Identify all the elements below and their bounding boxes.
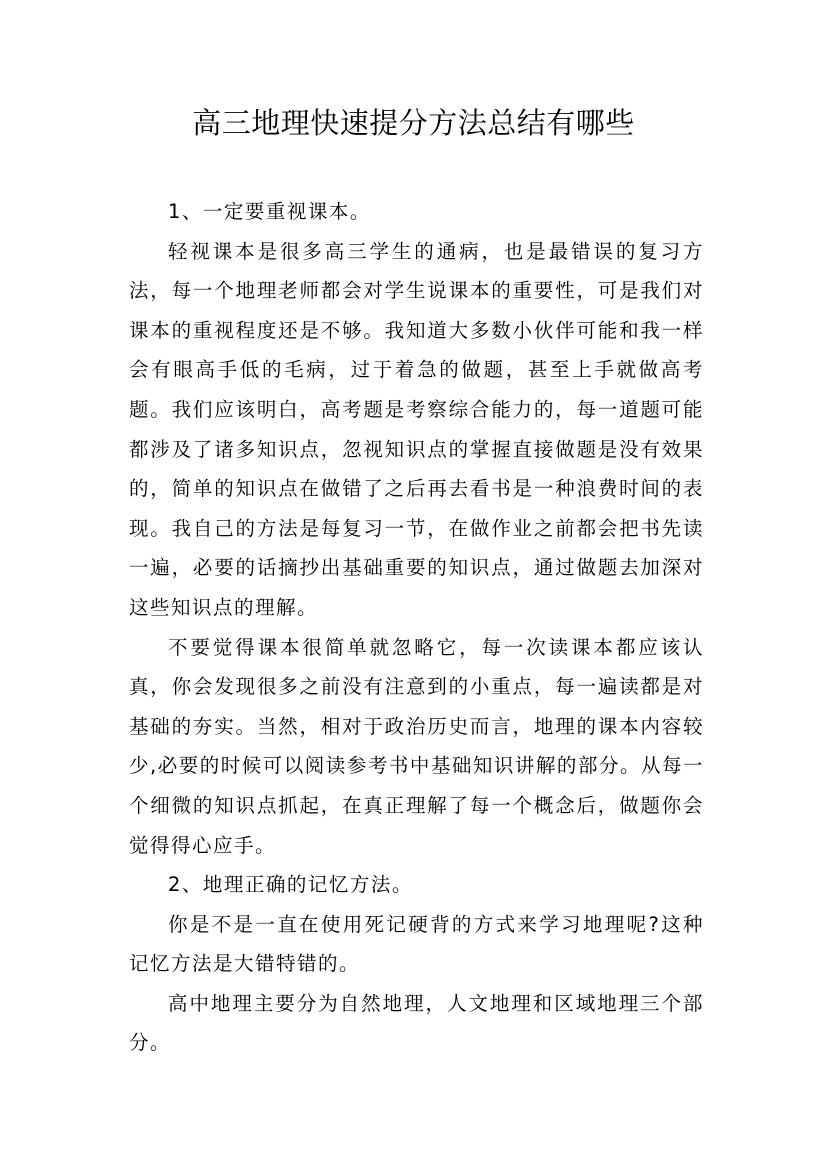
paragraph: 你是不是一直在使用死记硬背的方式来学习地理呢?这种记忆方法是大错特错的。 (129, 912, 704, 976)
paragraph: 2、地理正确的记忆方法。 (168, 873, 413, 897)
paragraph: 轻视课本是很多高三学生的通病，也是最错误的复习方法，每一个地理老师都会对学生说课本的重要性，可是我们对课本的重视程度还是不够。我知道大多数小伙伴可能和我一样会有眼高手低的毛病，过于着急的做题，甚至上手就做高考题。我们应该明白，高考题是考察综合能力的，每一道题可能都涉及了诸多知识点，忽视知识点的掌握直接做题是没有效果的，简单的知识点在做错了之后再去看书是一种浪费时间的表现。我自己的方法是每复习一节，在做作业之前都会把书先读一遍，必要的话摘抄出基础重要的知识点，通过做题去加深对这些知识点的理解。 (129, 239, 704, 619)
document-body (129, 192, 704, 1063)
paragraph: 高中地理主要分为自然地理，人文地理和区域地理三个部分。 (129, 991, 704, 1055)
paragraph: 1、一定要重视课本。 (168, 200, 371, 223)
document-title: 高三地理快速提分方法总结有哪些 (192, 106, 635, 140)
paragraph: 不要觉得课本很简单就忽略它，每一次读课本都应该认真，你会发现很多之前没有注意到的小重点，每一遍读都是对基础的夯实。当然，相对于政治历史而言，地理的课本内容较少,必要的时候可以阅读参考书中基础知识讲解的部分。从每一个细微的知识点抓起，在真正理解了每一个概念后，做题你会觉得得心应手。 (129, 635, 704, 857)
